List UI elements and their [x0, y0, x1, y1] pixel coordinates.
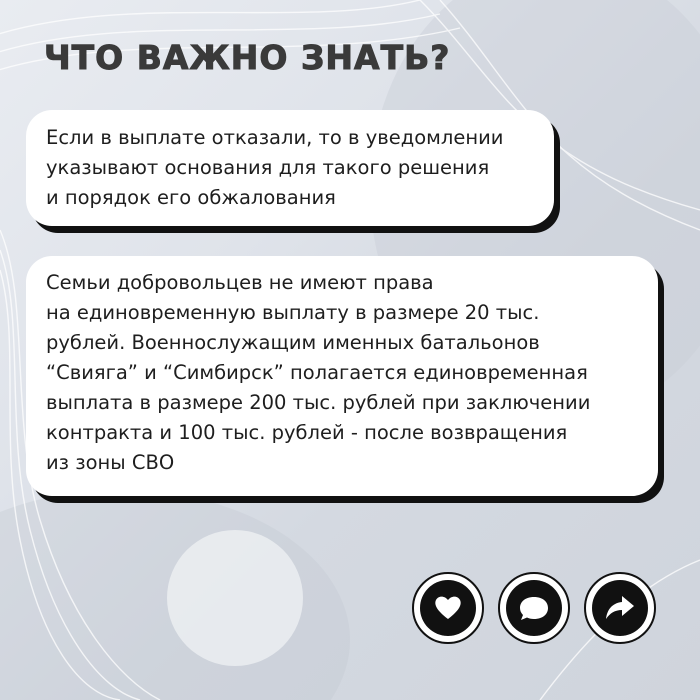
page-title: ЧТО ВАЖНО ЗНАТЬ? [44, 38, 451, 77]
background-circle [167, 530, 303, 666]
heart-icon [428, 588, 468, 628]
info-card-payments [26, 256, 658, 496]
share-button[interactable] [584, 572, 656, 644]
like-button[interactable] [412, 572, 484, 644]
info-card-text: Если в выплате отказали, то в уведомлении указывают основания для такого решения и порядок его обжалования [46, 126, 504, 209]
speech-bubble-icon [514, 588, 554, 628]
info-card-text: Семьи добровольцев не имеют права на единовременную выплату в размере 20 тыс. рублей. Военнослужащим именных батальонов “Свияга” и “Симбирск” полагается единовременная выплата в размере 200 тыс. рублей при заключении контракта и 100 тыс. рублей - после возвращения из зоны СВО [46, 271, 591, 474]
action-bar [412, 572, 662, 648]
comment-button[interactable] [498, 572, 570, 644]
info-card-refusal [26, 110, 554, 226]
share-arrow-icon [600, 588, 640, 628]
